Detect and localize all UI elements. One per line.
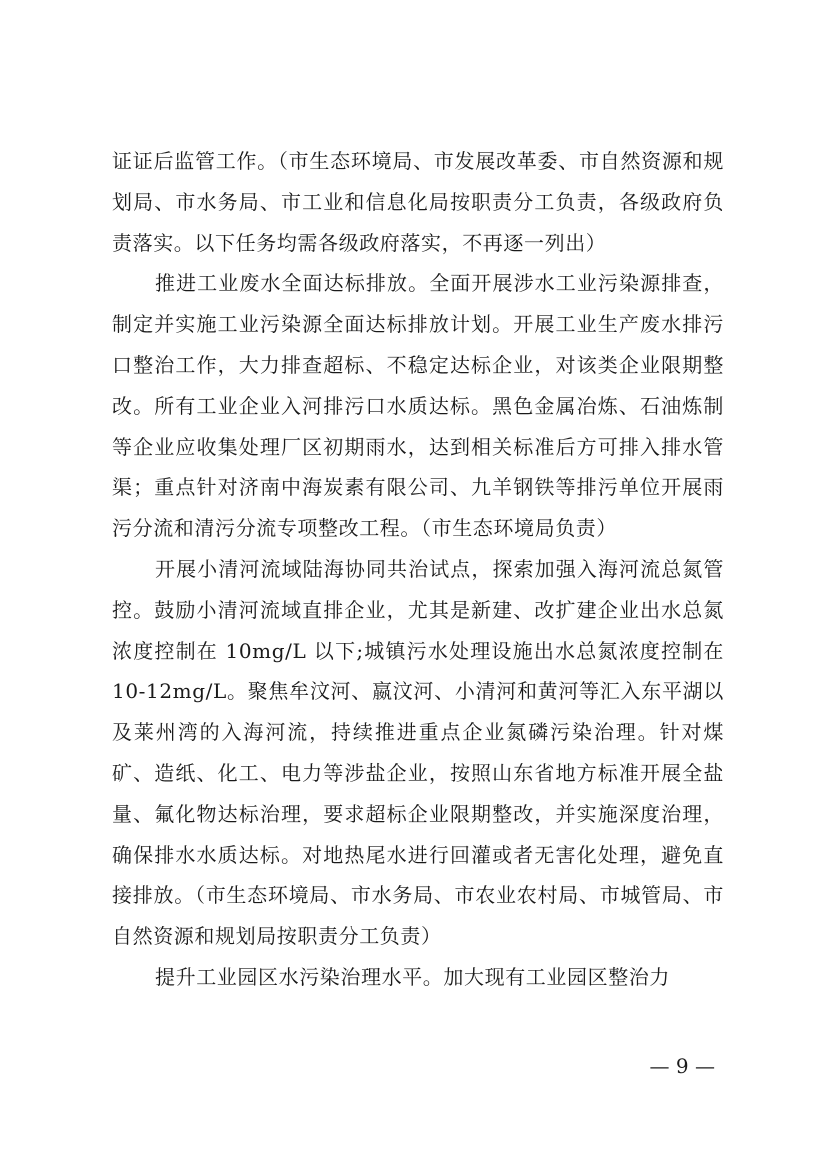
- paragraph-xiaoqing-river: 开展小清河流域陆海协同共治试点，探索加强入海河流总氮管控。鼓励小清河流域直排企业，尤其是新建、改扩建企业出水总氮浓度控制在 10mg/L 以下;城镇污水处理设施出水总氮浓度控制在 10-12mg/L。聚焦牟汶河、嬴汶河、小清河和黄河等汇入东平湖以及莱州湾的入海河流，持续推进重点企业氮磷污染治理。针对煤矿、造纸、化工、电力等涉盐企业，按照山东省地方标准开展全盐量、氟化物达标治理，要求超标企业限期整改，并实施深度治理，确保排水水质达标。对地热尾水进行回灌或者无害化处理，避免直接排放。（市生态环境局、市水务局、市农业农村局、市城管局、市自然资源和规划局按职责分工负责）: [112, 556, 724, 949]
- paragraph-industrial-park: 提升工业园区水污染治理水平。加大现有工业园区整治力: [155, 964, 670, 989]
- paragraph-industrial-wastewater: 推进工业废水全面达标排放。全面开展涉水工业污染源排查，制定并实施工业污染源全面达标排放计划。开展工业生产废水排污口整治工作，大力排查超标、不稳定达标企业，对该类企业限期整改。所有工业企业入河排污口水质达标。黑色金属冶炼、石油炼制等企业应收集处理厂区初期雨水，达到相关标准后方可排入排水管渠；重点针对济南中海炭素有限公司、九羊钢铁等排污单位开展雨污分流和清污分流专项整改工程。（市生态环境局负责）: [112, 271, 724, 541]
- body-text: [112, 141, 724, 998]
- paragraph-continuation: 证证后监管工作。（市生态环境局、市发展改革委、市自然资源和规划局、市水务局、市工业和信息化局按职责分工负责，各级政府负责落实。以下任务均需各级政府落实，不再逐一列出）: [112, 149, 724, 255]
- page-number: — 9 —: [649, 1054, 715, 1078]
